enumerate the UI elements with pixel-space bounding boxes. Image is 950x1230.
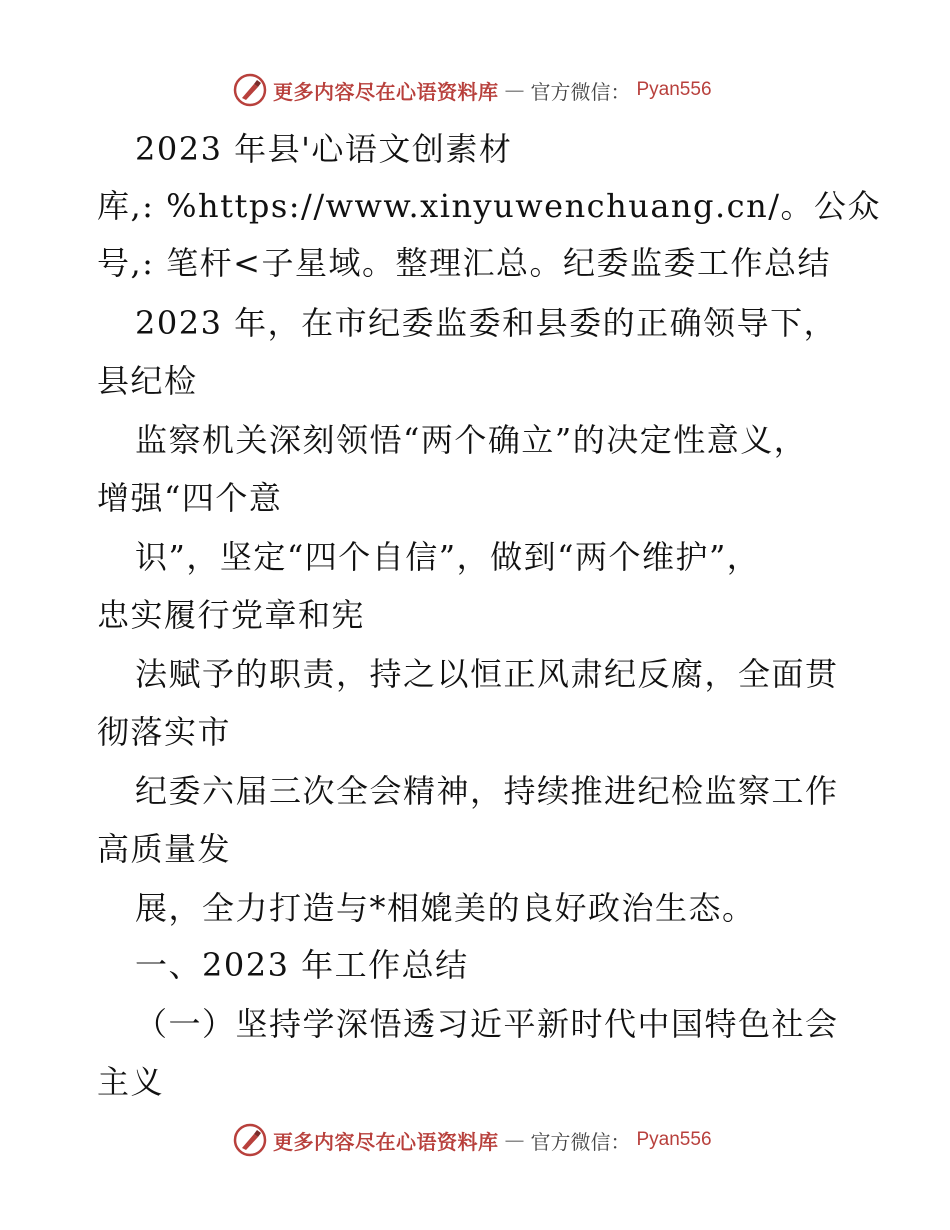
text-line: 2023 年县'心语文创素材 bbox=[135, 130, 513, 168]
pen-logo-icon bbox=[233, 73, 267, 107]
text-line: 2023 年，在市纪委监委和县委的正确领导下， bbox=[135, 304, 838, 342]
text-line: 纪委六届三次全会精神，持续推进纪检监察工作 bbox=[135, 772, 839, 810]
text-line: 监察机关深刻领悟“两个确立”的决定性意义， bbox=[135, 421, 808, 459]
header-watermark bbox=[233, 72, 712, 108]
text-line: 识”，坚定“四个自信”，做到“两个维护”， bbox=[135, 538, 761, 576]
text-line: 彻落实市 bbox=[97, 713, 232, 751]
watermark-main-text: 更多内容尽在心语资料库 bbox=[273, 1129, 499, 1154]
text-line: 县纪检 bbox=[97, 362, 198, 400]
watermark-main-text: 更多内容尽在心语资料库 bbox=[273, 79, 499, 104]
text-line: 展，全力打造与*相媲美的良好政治生态。 bbox=[135, 889, 756, 927]
footer-watermark bbox=[233, 1122, 712, 1158]
text-line: 主义 bbox=[97, 1063, 165, 1101]
text-line: 法赋予的职责，持之以恒正风肃纪反腐，全面贯 bbox=[135, 655, 839, 693]
watermark-sub-text: 官方微信： bbox=[530, 79, 631, 104]
watermark-dash: — bbox=[504, 78, 525, 102]
pen-logo-icon bbox=[233, 1123, 267, 1157]
text-line: 号,: 笔杆<子星域。整理汇总。纪委监委工作总结 bbox=[97, 244, 831, 282]
text-line: 增强“四个意 bbox=[97, 479, 283, 517]
text-line: 忠实履行党章和宪 bbox=[97, 596, 366, 634]
watermark-sub-text: 官方微信： bbox=[530, 1129, 631, 1154]
text-line: 库,: %https://www.xinyuwenchuang.cn/。公众 bbox=[97, 187, 881, 225]
watermark-wechat-id: Pyan556 bbox=[636, 79, 712, 100]
watermark-dash: — bbox=[504, 1128, 525, 1152]
watermark-wechat-id: Pyan556 bbox=[636, 1129, 712, 1150]
section-heading: 一、2023 年工作总结 bbox=[135, 946, 469, 984]
subsection-heading: （一）坚持学深悟透习近平新时代中国特色社会 bbox=[135, 1005, 839, 1043]
text-line: 高质量发 bbox=[97, 830, 232, 868]
